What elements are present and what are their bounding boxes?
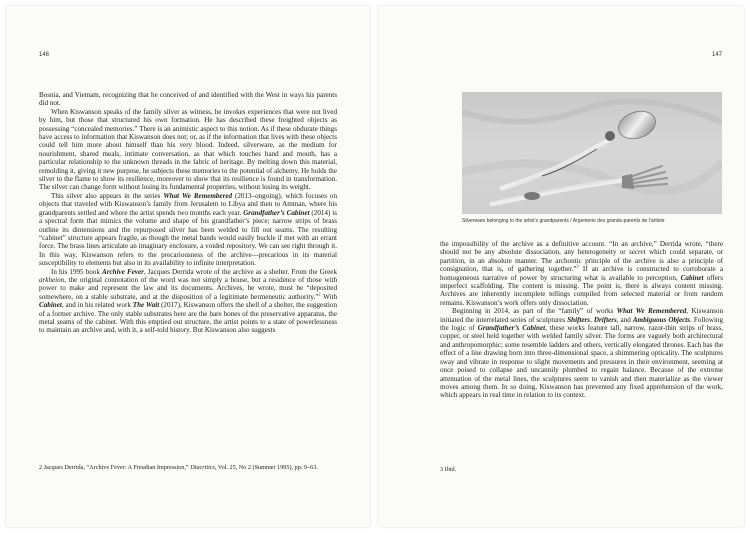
footnote-ref: 3 — [576, 263, 579, 269]
page-number: 147 — [711, 52, 722, 58]
photo-caption: Silverware belonging to the artist’s grandparents / Argenterie des grands-parents de l’artiste — [462, 218, 665, 224]
paragraph: the impossibility of the archive as a definitive account. “In an archive,” Derrida wrote, “there should not be any absolute dissociation, any heterogeneity or secret which could separate, or partition, in an absolute manner. The archontic principle of the archive is also a principle of consignation, that is, of gathering together.”$^3$ If an archive is constructed to corroborate a homogeneous narrative of power by structuring what is available to perception, Cabinet offers imperfect scaffolding. The content is missing. The point is, there is always content missing. Archives are inherently incomplete tellings compiled from selected material or from random remains. Kiswanson’s work offers only dissociation. — [440, 240, 723, 307]
silverware-photo — [462, 92, 722, 214]
paragraph: This silver also appears in the series What We Remembered (2013–ongoing), which focuses on objects that traveled with Kiswanson’s family from Jerusalem to Libya and then to Amman, where his grandparents settled and where the artist spends two months each year. Grandfather’s Cabinet (2014) is a spectral form that mimics the volume and shape of his grandfather’s piece; narrow strips of brass outline its dimensions and the repurposed silver has been welded to fill out seams. The resulting “cabinet” structure appears fragile, as though the metal bands would easily buckle if met with an errant force. The brass lines articulate an imaginary enclosure, a voided repository. We can see right through it. In this way, Kiswanson refers to the precariousness of the archive—precarious in its material susceptibility to elements but also in its availability to infinite interpretation. — [39, 191, 337, 268]
footnote: 3 Ibid. — [440, 466, 457, 473]
body-text — [440, 240, 723, 400]
paragraph: In his 1995 book Archive Fever, Jacques Derrida wrote of the archive as a shelter. From the Greek arkheion, the original connotation of the word was not simply a house, but a residence of those with power to make and represent the law and its documents. Archives, he wrote, must be “deposited somewhere, on a stable substrate, and at the disposition of a legitimate hermeneutic authority.”$^2$ With Cabinet, and in his related work The Wait (2017), Kiswanson offers the shell of a shelter, the suggestion of a former archive. The only stable substrates here are the bare bones of the preservative apparatus, the metal seams of the cabinet. With this emptied out structure, the artist points to a state of powerlessness to maintain an archive and, with it, a self-told history. But Kiswanson also suggests — [39, 267, 338, 335]
footnote-ref: 2 — [318, 291, 321, 297]
body-text — [39, 91, 337, 335]
paragraph: When Kiswanson speaks of the family silver as witness, he invokes experiences that were not lived by him, but those that structured his own formation. He has described these freighted objects as possessing “concealed memories.” There is an animistic aspect to this notion. As if these obdurate things have access to information that Kiswanson does not; or, as if the information that lives with these objects could tell him more about himself than his very blood. Indeed, silverware, as the medium for nourishment, shared meals, intimate conversation, as that which touches hand and mouth, has a particular relationship to the unknown threads in the fabric of heritage. By melting down this material, remolding it, giving it new purpose, he subjects these memories to the potential of alchemy. He holds the silver to the flame to show its resilience, moreover to show that its resilience is found in transformation. The silver can change form without losing its fundamental properties, without losing its weight. — [39, 107, 337, 192]
left-page — [6, 6, 370, 527]
paragraph: Bosnia, and Vietnam, recognizing that he conceived of and identified with the West in ways his parents did not. — [39, 91, 337, 108]
right-page — [378, 6, 744, 527]
page-number: 146 — [39, 52, 50, 58]
paragraph: Beginning in 2014, as part of the “family” of works What We Remembered, Kiswanson initiated the interrelated series of sculptures Shifters, Drifters, and Ambiguous Objects. Following the logic of Grandfather’s Cabinet, these works feature tall, narrow, razor-thin strips of brass, copper, or steel held together with welded family silver. The forms are vaguely both architectural and anthropomorphic; some resemble ladders and others, vertically elongated thrones. Each has the effect of a line drawing born into three-dimensional space, a shimmering opticality. The sculptures sway and vibrate in response to slight movements and pressures in their environment, seeming at once poised to collapse and uncannily plumbed to regain balance. Because of the extreme attenuation of the metal lines, the sculptures seem to vanish and then materialize as the viewer moves among them. In so doing, Kiswanson has prevented any fixed apprehension of the work, which appears in real time in relation to its context. — [440, 307, 724, 400]
footnote: 2 Jacques Derrida, “Archive Fever: A Freudian Impression,” Diacritics, Vol. 25, No 2 (Summer 1995), pp. 9–63. — [39, 464, 318, 471]
